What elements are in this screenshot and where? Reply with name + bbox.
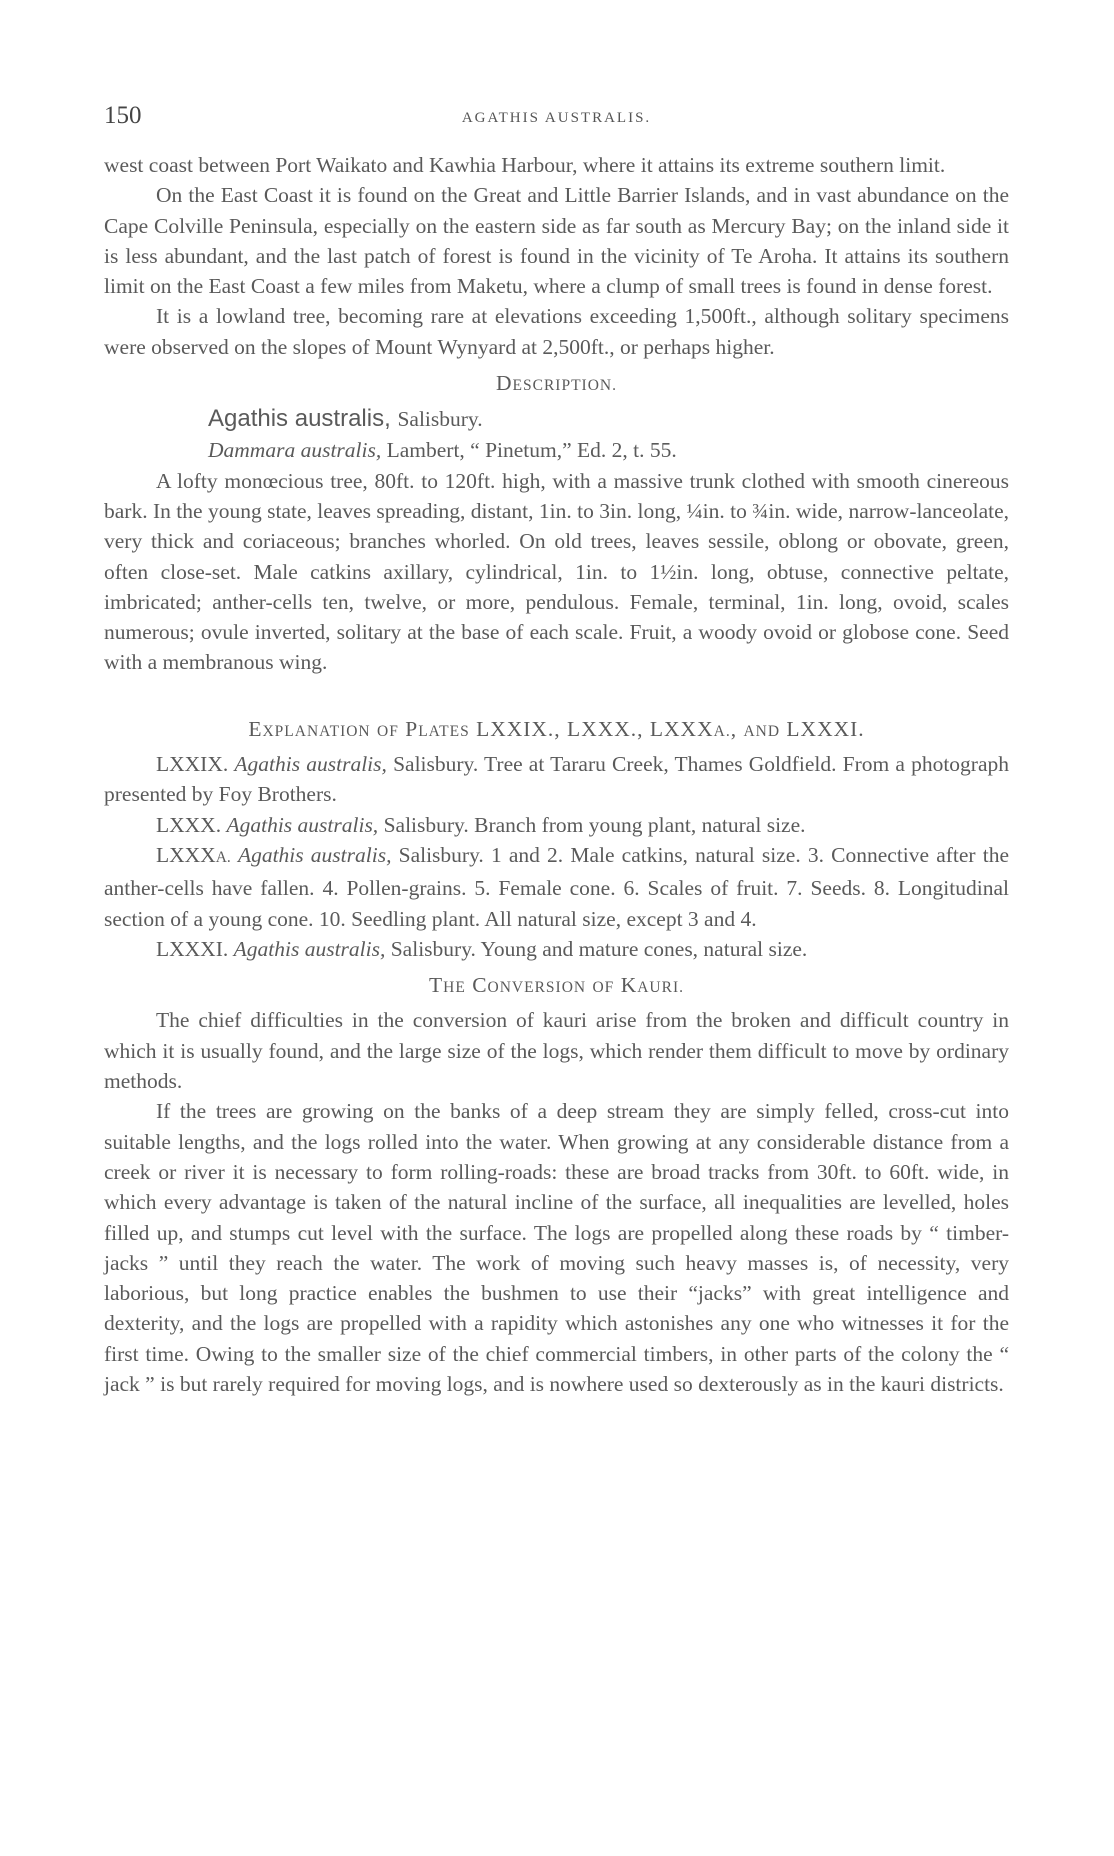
section-gap [104, 678, 1009, 708]
paragraph-conversion-difficulties: The chief difficulties in the conversion of kauri arise from the broken and difficult country in which it is usually found, and the large size of the logs, which render them difficult to move by ordinary methods. [104, 1008, 1009, 1094]
synonym-reference: Lambert, “ Pinetum,” Ed. 2, t. 55. [386, 438, 677, 463]
species-name-line [208, 403, 1009, 435]
plate-entry: LXXIX. Agathis australis, Salisbury. Tree at Tararu Creek, Thames Goldfield. From a photograph presented by Foy Brothers. [104, 752, 1009, 807]
plate-entry: LXXXA. Agathis australis, Salisbury. 1 and 2. Male catkins, natural size. 3. Connective after the anther-cells have fallen. 4. Pollen-grains. 5. Female cone. 6. Scales of fruit. 7. Seeds. 8. Longitudinal section of a young cone. 10. Seedling plant. All natural size, except 3 and 4. [104, 842, 1010, 931]
paragraph-distribution-east: On the East Coast it is found on the Great and Little Barrier Islands, and in vast abundance on the Cape Colville Peninsula, especially on the eastern side as far south as Mercury Bay; on the inland side it is less abundant, and the last patch of forest is found in the vicinity of Te Aroha. It attains its southern limit on the East Coast a few miles from Maketu, where a clump of small trees is found in dense forest. [104, 183, 1009, 299]
paragraph-distribution-west: west coast between Port Waikato and Kawhia Harbour, where it attains its extreme southern limit. [104, 153, 946, 177]
running-head: AGATHIS AUSTRALIS. [461, 110, 652, 126]
page-body [104, 150, 1009, 1399]
plate-entry: LXXXI. Agathis australis, Salisbury. Young and mature cones, natural size. [156, 936, 808, 961]
plate-entry: LXXX. Agathis australis, Salisbury. Branch from young plant, natural size. [156, 812, 806, 837]
synonym-line [208, 435, 1009, 465]
page-number: 150 [104, 102, 142, 129]
explanation-heading: EXPLANATION OF PLATES LXXIX., LXXX., LXXXA., AND LXXXI. [248, 716, 865, 741]
conversion-heading: THE CONVERSION OF KAURI. [429, 973, 684, 998]
paragraph-description: A lofty monœcious tree, 80ft. to 120ft. high, with a massive trunk clothed with smooth cinereous bark. In the young state, leaves spreading, distant, 1in. to 3in. long, ¼in. to ¾in. wide, narrow-lanceolate, very thick and coriaceous; branches whorled. On old trees, leaves sessile, oblong or obovate, green, often close-set. Male catkins axillary, cylindrical, 1in. to 1½in. long, obtuse, connective peltate, imbricated; anther-cells ten, twelve, or more, pendulous. Female, terminal, 1in. long, ovoid, scales numerous; ovule inverted, solitary at the base of each scale. Fruit, a woody ovoid or globose cone. Seed with a membranous wing. [104, 468, 1009, 675]
paragraph-elevation: It is a lowland tree, becoming rare at elevations exceeding 1,500ft., although solitary specimens were observed on the slopes of Mount Wynyard at 2,500ft., or perhaps higher. [104, 304, 1009, 359]
species-name: Agathis australis, [208, 405, 391, 433]
description-heading: DESCRIPTION. [496, 371, 617, 396]
species-authority: Salisbury. [397, 407, 483, 432]
page-header [104, 102, 1009, 138]
synonym-name: Dammara australis, [208, 438, 382, 463]
paragraph-rolling-roads: If the trees are growing on the banks of a deep stream they are simply felled, cross-cut into suitable lengths, and the logs rolled into the water. When growing at any considerable distance from a creek or river it is necessary to form rolling-roads: these are broad tracks from 30ft. to 60ft. wide, in which every advantage is taken of the natural incline of the surface, all inequalities are levelled, holes filled up, and stumps cut level with the surface. The logs are propelled along these roads by “ timber-jacks ” until they reach the water. The work of moving such heavy masses is, of necessity, very laborious, but long practice enables the bushmen to use their “jacks” with great intelligence and dexterity, and the logs are propelled with a rapidity which astonishes any one who witnesses it for the first time. Owing to the smaller size of the chief commercial timbers, in other parts of the colony the “ jack ” is but rarely required for moving logs, and is nowhere used so dexterously as in the kauri districts. [104, 1099, 1009, 1396]
